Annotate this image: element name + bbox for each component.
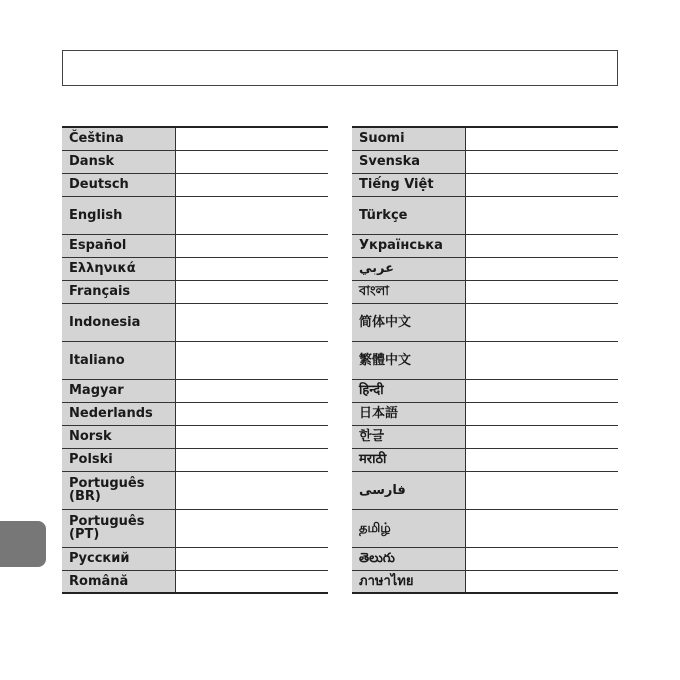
language-name: 繁體中文: [352, 341, 465, 379]
language-row: [352, 448, 618, 471]
language-row: [62, 509, 328, 547]
language-row: [62, 280, 328, 303]
language-row: [352, 570, 618, 593]
language-name: বাংলা: [352, 280, 465, 303]
section-title-box: [62, 50, 618, 86]
language-value: [175, 547, 328, 570]
language-table-right: [352, 126, 618, 594]
language-row: [62, 127, 328, 150]
language-value: [175, 509, 328, 547]
language-name: Ελληνικά: [62, 257, 175, 280]
language-name: Türkçe: [352, 196, 465, 234]
language-row: [352, 547, 618, 570]
language-value: [175, 448, 328, 471]
language-name: Português (PT): [62, 509, 175, 547]
language-row: [352, 280, 618, 303]
language-value: [465, 509, 618, 547]
language-value: [465, 150, 618, 173]
language-value: [175, 341, 328, 379]
language-row: [62, 173, 328, 196]
language-value: [175, 127, 328, 150]
language-name: Deutsch: [62, 173, 175, 196]
language-row: [352, 425, 618, 448]
language-row: [62, 341, 328, 379]
language-value: [175, 257, 328, 280]
language-row: [352, 402, 618, 425]
language-table-left: [62, 126, 328, 594]
language-name: ภาษาไทย: [352, 570, 465, 593]
language-value: [175, 471, 328, 509]
language-value: [175, 150, 328, 173]
language-row: [62, 471, 328, 509]
language-name: Suomi: [352, 127, 465, 150]
language-name: Français: [62, 280, 175, 303]
language-row: [62, 425, 328, 448]
language-name: Čeština: [62, 127, 175, 150]
language-row: [352, 196, 618, 234]
language-name: 한글: [352, 425, 465, 448]
language-name: Magyar: [62, 379, 175, 402]
language-name: English: [62, 196, 175, 234]
language-name: Indonesia: [62, 303, 175, 341]
language-name: عربي: [352, 257, 465, 280]
language-name: Nederlands: [62, 402, 175, 425]
language-row: [62, 448, 328, 471]
language-row: [62, 234, 328, 257]
language-name: فارسی: [352, 471, 465, 509]
language-row: [352, 341, 618, 379]
language-value: [465, 234, 618, 257]
language-name: తెలుగు: [352, 547, 465, 570]
language-row: [352, 303, 618, 341]
language-name: Norsk: [62, 425, 175, 448]
language-name: हिन्दी: [352, 379, 465, 402]
language-row: [352, 509, 618, 547]
language-name: தமிழ்: [352, 509, 465, 547]
language-value: [175, 402, 328, 425]
language-value: [465, 402, 618, 425]
language-row: [352, 127, 618, 150]
language-row: [352, 173, 618, 196]
language-value: [465, 257, 618, 280]
language-row: [62, 547, 328, 570]
language-value: [465, 341, 618, 379]
language-name: Português (BR): [62, 471, 175, 509]
language-name: Svenska: [352, 150, 465, 173]
language-name: Română: [62, 570, 175, 593]
language-name: 简体中文: [352, 303, 465, 341]
language-value: [175, 196, 328, 234]
language-row: [62, 570, 328, 593]
language-value: [175, 280, 328, 303]
language-row: [62, 196, 328, 234]
language-row: [62, 402, 328, 425]
language-name: Українська: [352, 234, 465, 257]
language-row: [352, 150, 618, 173]
language-name: Polski: [62, 448, 175, 471]
language-name: Español: [62, 234, 175, 257]
language-value: [465, 173, 618, 196]
language-value: [465, 127, 618, 150]
language-value: [465, 425, 618, 448]
language-name: Tiếng Việt: [352, 173, 465, 196]
language-value: [465, 280, 618, 303]
language-name: Italiano: [62, 341, 175, 379]
language-row: [352, 379, 618, 402]
language-name: मराठी: [352, 448, 465, 471]
language-value: [175, 303, 328, 341]
language-row: [62, 303, 328, 341]
language-row: [62, 150, 328, 173]
language-value: [465, 196, 618, 234]
language-value: [175, 234, 328, 257]
language-value: [175, 570, 328, 593]
chapter-tab: [0, 521, 46, 567]
language-name: 日本語: [352, 402, 465, 425]
language-value: [465, 379, 618, 402]
language-value: [465, 448, 618, 471]
language-value: [175, 379, 328, 402]
language-name: Русский: [62, 547, 175, 570]
language-row: [62, 379, 328, 402]
language-row: [62, 257, 328, 280]
language-value: [465, 547, 618, 570]
language-row: [352, 471, 618, 509]
language-value: [465, 303, 618, 341]
language-value: [465, 471, 618, 509]
language-row: [352, 257, 618, 280]
language-name: Dansk: [62, 150, 175, 173]
language-value: [175, 425, 328, 448]
language-value: [465, 570, 618, 593]
language-row: [352, 234, 618, 257]
language-value: [175, 173, 328, 196]
